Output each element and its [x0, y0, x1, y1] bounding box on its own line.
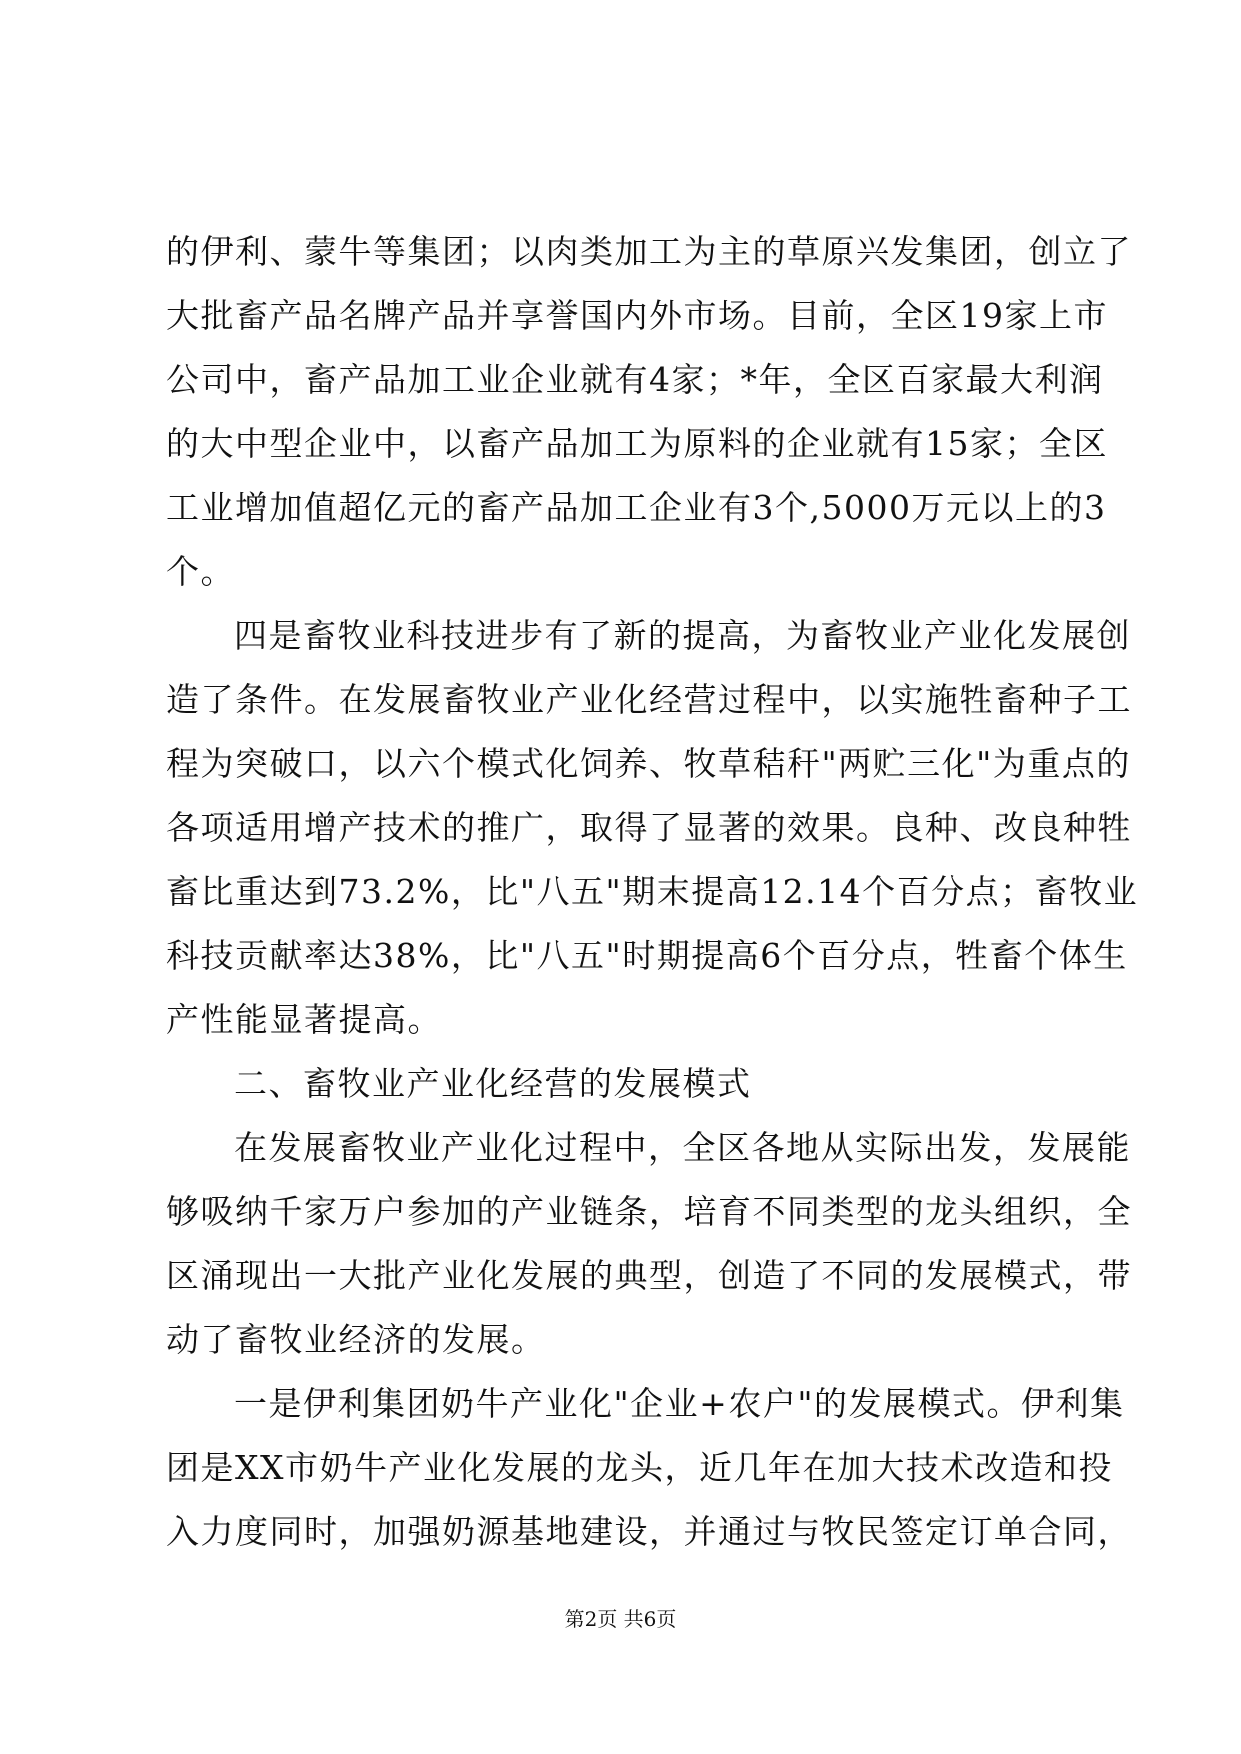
text-line: 的伊利、蒙牛等集团；以肉类加工为主的草原兴发集团，创立了	[166, 232, 1132, 271]
text-line: 造了条件。在发展畜牧业产业化经营过程中，以实施牲畜种子工	[166, 680, 1132, 719]
text-line: 公司中，畜产品加工业企业就有4家；*年，全区百家最大利润	[166, 360, 1104, 399]
document-body	[166, 220, 1139, 1564]
text-line: 团是XX市奶牛产业化发展的龙头，近几年在加大技术改造和投	[166, 1448, 1113, 1487]
paragraph-first-line: 一是伊利集团奶牛产业化"企业+农户"的发展模式。伊利集	[234, 1384, 1125, 1423]
text-line: 入力度同时，加强奶源基地建设，并通过与牧民签定订单合同，	[166, 1512, 1132, 1551]
text-line: 够吸纳千家万户参加的产业链条，培育不同类型的龙头组织，全	[166, 1192, 1132, 1231]
text-line: 畜比重达到73.2%，比"八五"期末提高12.14个百分点；畜牧业	[166, 872, 1139, 911]
text-line: 区涌现出一大批产业化发展的典型，创造了不同的发展模式，带	[166, 1256, 1132, 1295]
text-line: 大批畜产品名牌产品并享誉国内外市场。目前，全区19家上市	[166, 296, 1108, 335]
paragraph-first-line: 四是畜牧业科技进步有了新的提高，为畜牧业产业化发展创	[234, 616, 1131, 655]
text-line: 各项适用增产技术的推广，取得了显著的效果。良种、改良种牲	[166, 808, 1132, 847]
text-line: 程为突破口，以六个模式化饲养、牧草秸秆"两贮三化"为重点的	[166, 744, 1131, 783]
section-heading: 二、畜牧业产业化经营的发展模式	[234, 1064, 752, 1103]
paragraph-first-line: 在发展畜牧业产业化过程中，全区各地从实际出发，发展能	[234, 1128, 1131, 1167]
text-line: 科技贡献率达38%，比"八五"时期提高6个百分点，牲畜个体生	[166, 936, 1128, 975]
text-line: 个。	[166, 552, 235, 591]
text-line: 动了畜牧业经济的发展。	[166, 1320, 546, 1359]
text-line: 产性能显著提高。	[166, 1000, 442, 1039]
page-number-footer: 第2页 共6页	[564, 1607, 677, 1631]
text-line: 工业增加值超亿元的畜产品加工企业有3个,5000万元以上的3	[166, 488, 1107, 527]
text-line: 的大中型企业中，以畜产品加工为原料的企业就有15家；全区	[166, 424, 1108, 463]
